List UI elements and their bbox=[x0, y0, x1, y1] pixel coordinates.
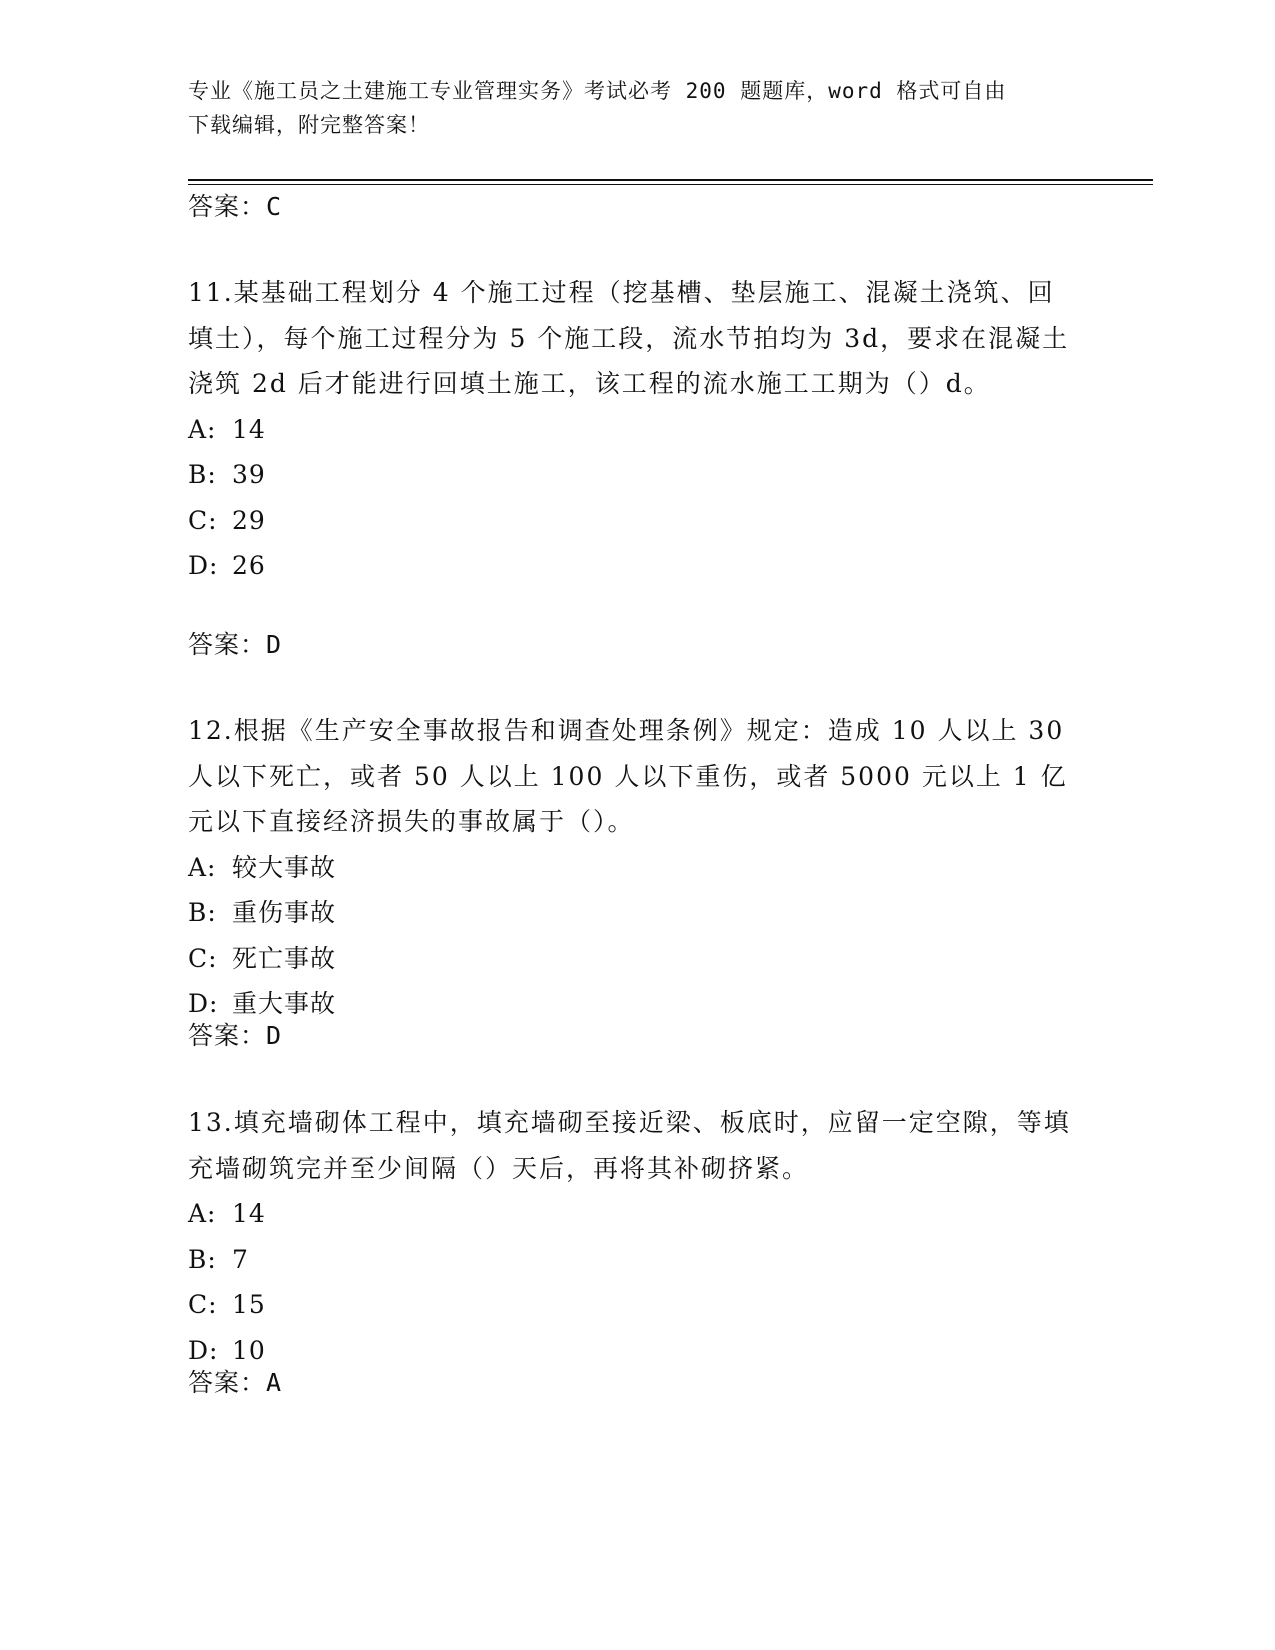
option-key: D: bbox=[188, 989, 219, 1018]
option-value: 26 bbox=[232, 551, 266, 580]
option-key: D: bbox=[188, 551, 219, 580]
option-b bbox=[188, 452, 1073, 498]
option-key: A: bbox=[188, 852, 217, 882]
question-12 bbox=[188, 708, 1073, 1027]
option-key: D: bbox=[188, 1335, 219, 1365]
question-11 bbox=[188, 270, 1073, 589]
question-text bbox=[188, 270, 1073, 407]
document-header bbox=[188, 74, 1068, 142]
option-value: 重伤事故 bbox=[232, 898, 337, 927]
option-value: 29 bbox=[232, 505, 266, 535]
answer-11 bbox=[188, 628, 282, 662]
option-d bbox=[188, 1328, 1073, 1374]
option-a bbox=[188, 1191, 1073, 1237]
question-number: 13. bbox=[188, 1108, 234, 1137]
answer-12 bbox=[188, 1019, 282, 1053]
header-divider-thin bbox=[188, 184, 1153, 185]
answer-13 bbox=[188, 1366, 282, 1400]
question-13 bbox=[188, 1100, 1073, 1373]
option-key: B: bbox=[188, 898, 217, 927]
answer-label: 答案： bbox=[188, 1021, 267, 1050]
question-body: 填充墙砌体工程中，填充墙砌至接近梁、板底时，应留一定空隙，等填充墙砌筑完并至少间隔（）天后，再将其补砌挤紧。 bbox=[188, 1108, 1071, 1183]
question-body: 根据《生产安全事故报告和调查处理条例》规定：造成 10 人以上 30 人以下死亡，或者 50 人以上 100 人以下重伤，或者 5000 元以上 1 亿元以下直接经济损失的事故属于（）。 bbox=[188, 716, 1068, 836]
option-value: 15 bbox=[232, 1290, 266, 1319]
answer-value: D bbox=[266, 630, 283, 659]
answer-label: 答案： bbox=[188, 192, 267, 221]
option-c bbox=[188, 1282, 1073, 1328]
option-a bbox=[188, 845, 1073, 891]
answer-value: A bbox=[266, 1368, 283, 1397]
option-value: 39 bbox=[232, 460, 266, 489]
question-text bbox=[188, 1100, 1073, 1191]
option-key: C: bbox=[188, 1290, 218, 1319]
option-value: 7 bbox=[232, 1244, 249, 1274]
option-d bbox=[188, 543, 1073, 589]
answer-label: 答案： bbox=[188, 630, 267, 659]
option-value: 10 bbox=[232, 1335, 266, 1365]
header-divider-thick bbox=[188, 179, 1153, 181]
option-value: 14 bbox=[232, 414, 266, 444]
option-value: 重大事故 bbox=[232, 989, 337, 1018]
header-line-1: 专业《施工员之土建施工专业管理实务》考试必考 200 题题库，word 格式可自由 bbox=[188, 79, 1007, 103]
option-key: B: bbox=[188, 1244, 217, 1274]
option-b bbox=[188, 1237, 1073, 1283]
option-key: A: bbox=[188, 414, 217, 444]
option-value: 较大事故 bbox=[232, 852, 337, 882]
question-number: 12. bbox=[188, 716, 234, 745]
option-d bbox=[188, 981, 1073, 1027]
option-c bbox=[188, 498, 1073, 544]
option-value: 14 bbox=[232, 1199, 266, 1228]
answer-label: 答案： bbox=[188, 1368, 267, 1397]
question-text bbox=[188, 708, 1073, 845]
header-line-2: 下载编辑，附完整答案！ bbox=[188, 113, 430, 137]
answer-value: C bbox=[266, 192, 283, 221]
option-b bbox=[188, 890, 1073, 936]
option-key: C: bbox=[188, 505, 218, 535]
option-value: 死亡事故 bbox=[232, 943, 337, 973]
option-key: C: bbox=[188, 943, 218, 973]
option-c bbox=[188, 936, 1073, 982]
question-body: 某基础工程划分 4 个施工过程（挖基槽、垫层施工、混凝土浇筑、回填土），每个施工过程分为 5 个施工段，流水节拍均为 3d，要求在混凝土浇筑 2d 后才能进行回填土施工，该工程的流水施工工期为（）d。 bbox=[188, 278, 1070, 398]
question-number: 11. bbox=[188, 278, 234, 307]
previous-answer bbox=[188, 190, 282, 224]
option-a bbox=[188, 407, 1073, 453]
option-key: B: bbox=[188, 460, 217, 489]
option-key: A: bbox=[188, 1199, 217, 1228]
answer-value: D bbox=[266, 1021, 283, 1050]
